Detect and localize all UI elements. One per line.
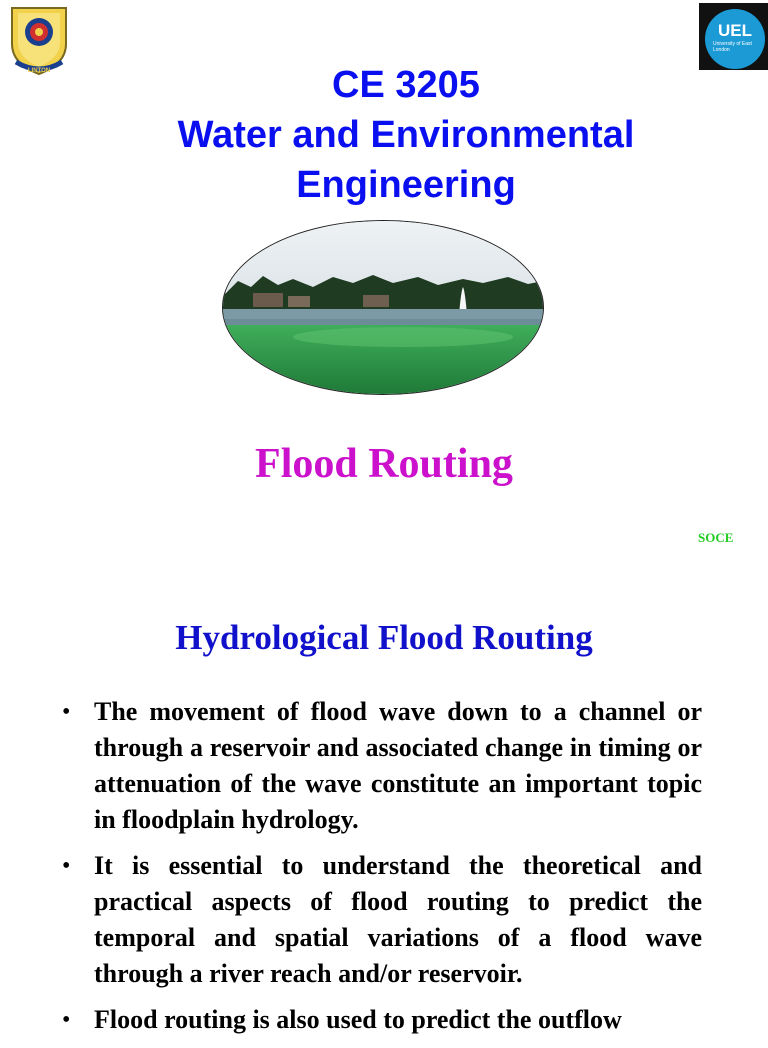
course-title-line1: Water and Environmental xyxy=(177,114,635,156)
bullet-text: It is essential to understand the theoretical and practical aspects of flood routing to predict the temporal and spatial variations of a flood wave through a river reach and/or reservoir. xyxy=(94,851,702,988)
bullet-icon: • xyxy=(62,1007,71,1033)
uel-logo-text: UEL xyxy=(718,21,752,40)
slide-heading: Hydrological Flood Routing xyxy=(175,618,593,657)
bullet-item xyxy=(60,694,702,838)
lake-photo xyxy=(222,220,544,395)
course-code: CE 3205 xyxy=(332,64,480,106)
bullet-icon: • xyxy=(62,699,71,725)
bullet-list xyxy=(60,694,702,1048)
bullet-icon: • xyxy=(62,853,71,879)
bullet-item xyxy=(60,848,702,992)
bullet-item xyxy=(60,1002,702,1038)
linton-crest-logo xyxy=(8,4,70,76)
soce-tag: SOCE xyxy=(698,530,734,545)
uel-logo-subtext: University of East London xyxy=(713,41,752,53)
bullet-text: The movement of flood wave down to a channel or through a reservoir and associated change in timing or attenuation of the wave constitute an important topic in floodplain hydrology. xyxy=(94,697,702,834)
course-title-line2: Engineering xyxy=(296,164,516,206)
bullet-text: Flood routing is also used to predict the outflow xyxy=(94,1005,622,1034)
presentation-title: Flood Routing xyxy=(255,441,513,487)
crest-text: LINTON xyxy=(27,68,51,74)
